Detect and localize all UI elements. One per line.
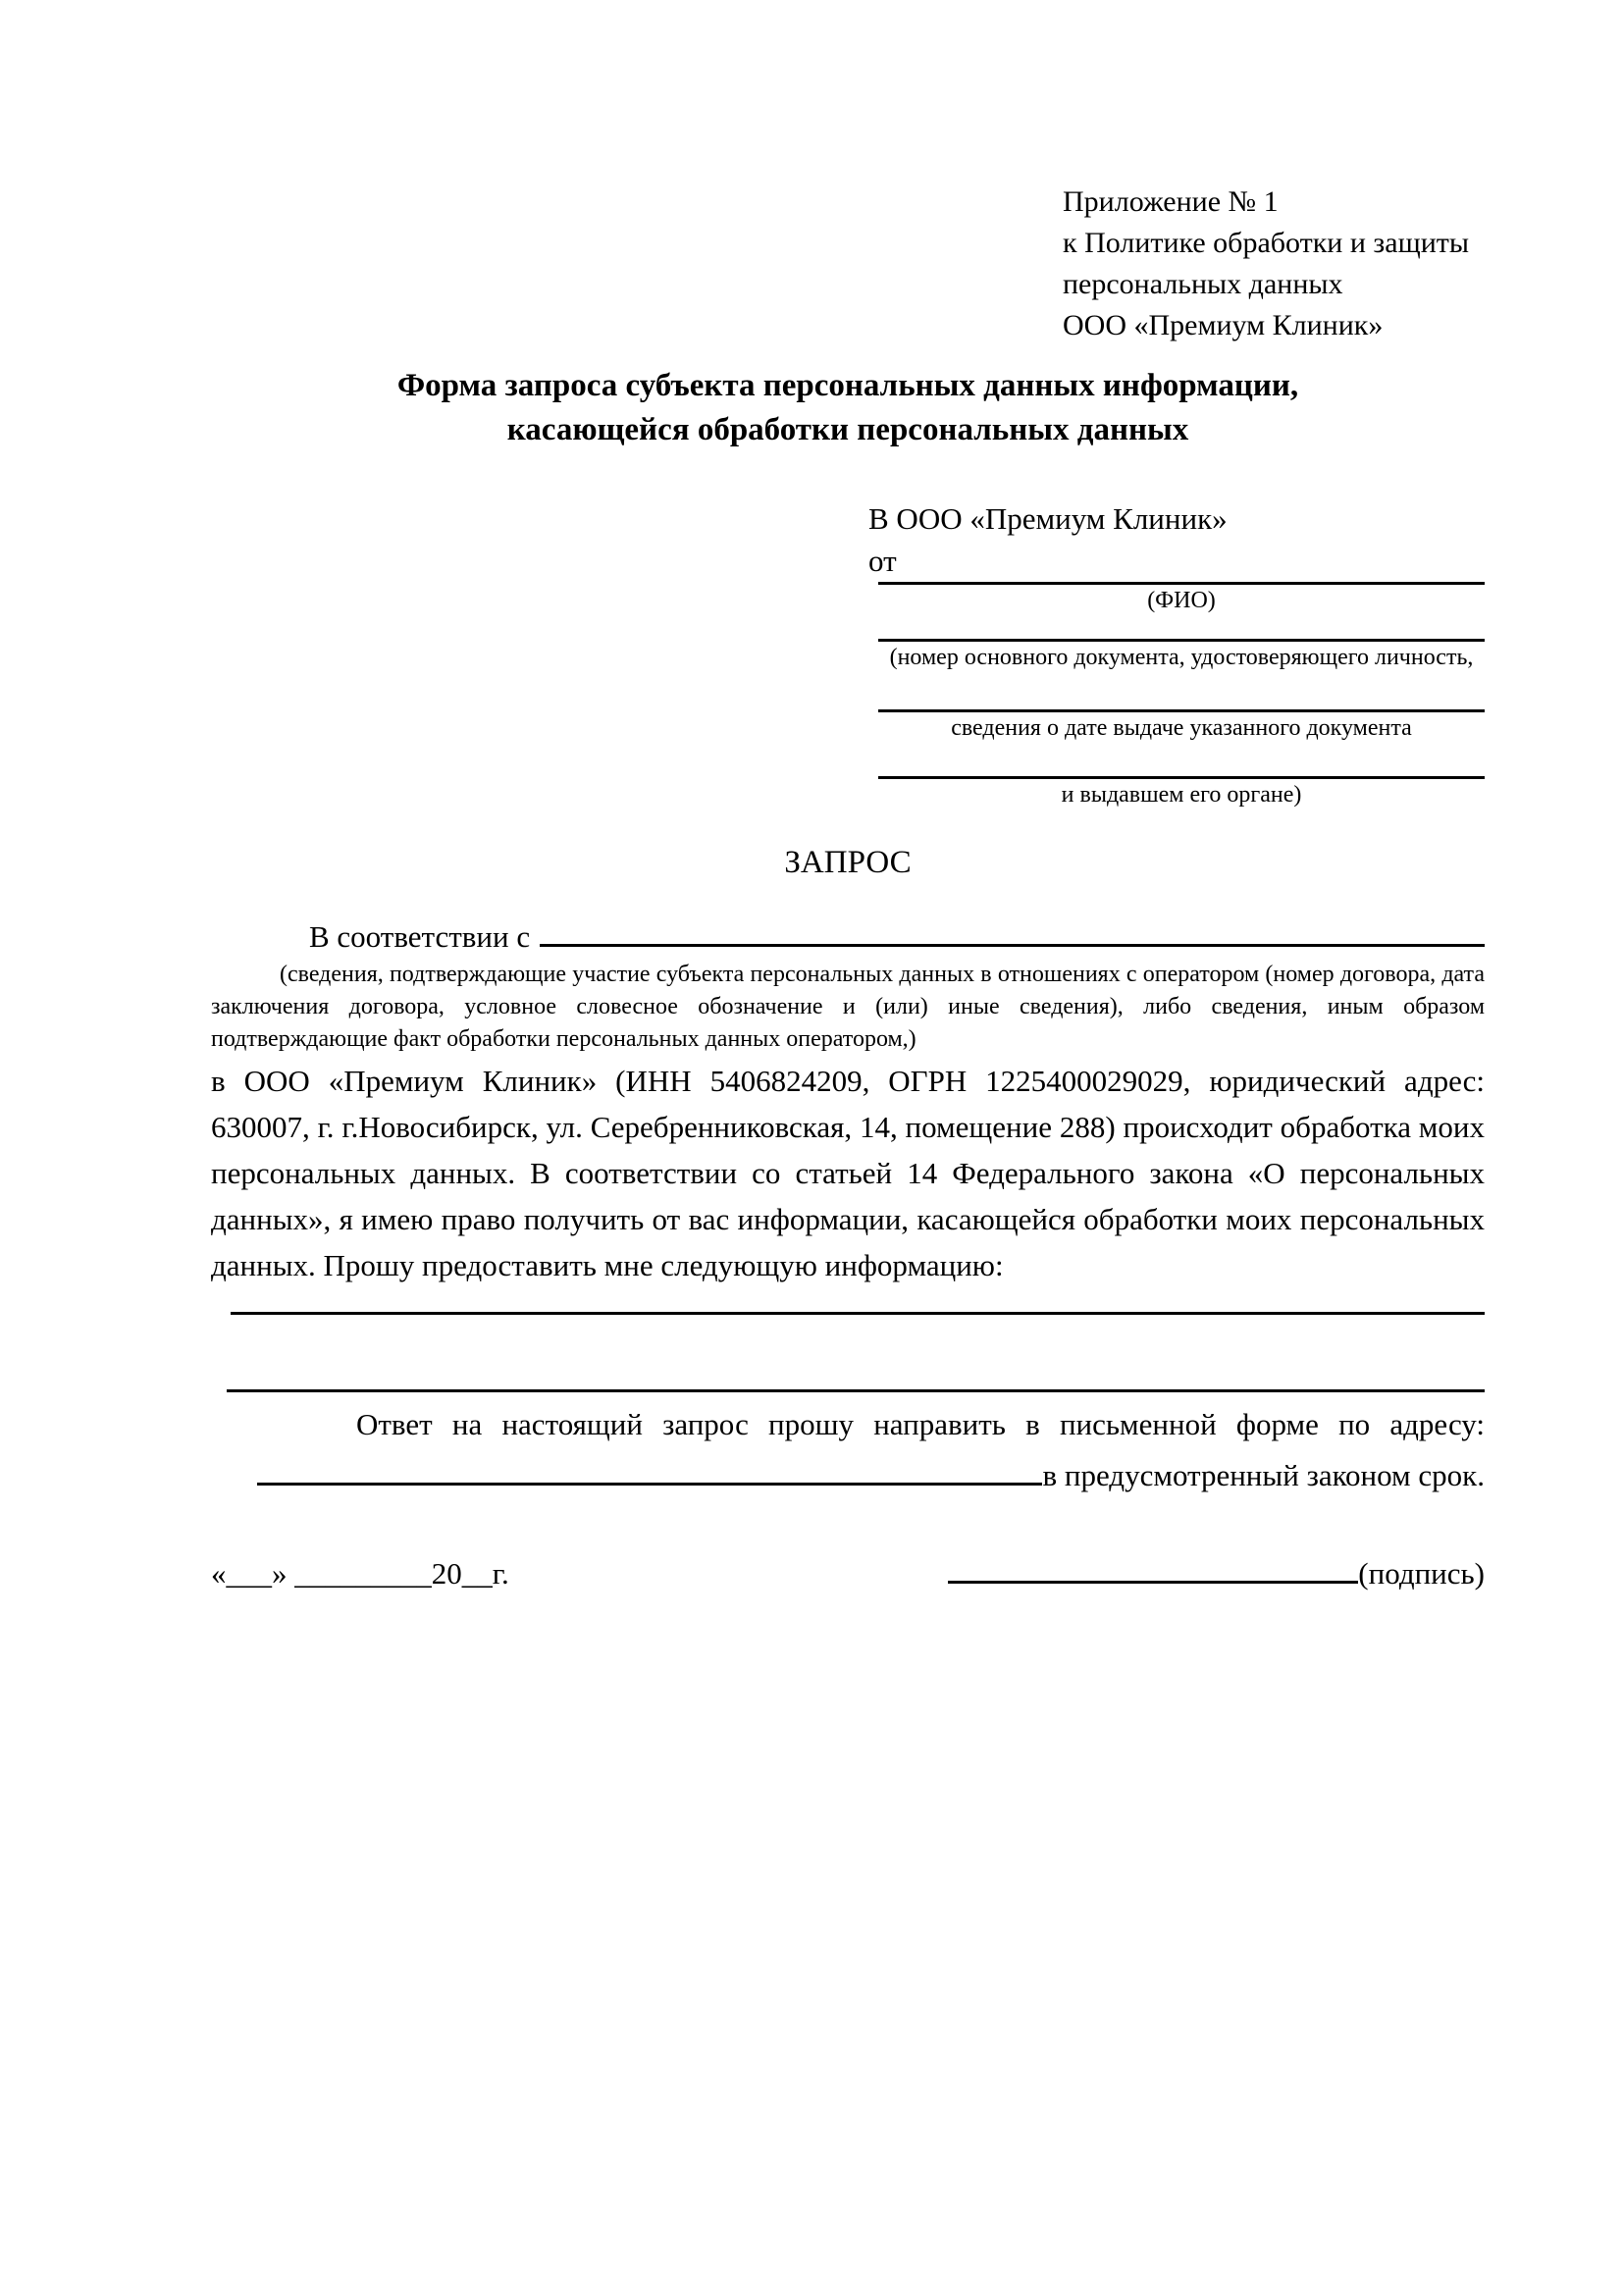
address-blank-line <box>257 1447 1042 1486</box>
addressee-from: от <box>868 544 897 578</box>
address-row <box>211 1447 1485 1498</box>
document-title <box>211 364 1485 452</box>
form-fields <box>878 582 1485 811</box>
appendix-line: к Политике обработки и защиты <box>1063 227 1470 259</box>
intro-blank-line <box>540 911 1485 947</box>
intro-prefix: В соответствии с <box>309 919 531 955</box>
document-title-line2: касающейся обработки персональных данных <box>506 412 1189 447</box>
date-blank-text: «___» _________20__г. <box>211 1556 509 1592</box>
info-blank-line-2 <box>227 1389 1485 1392</box>
footnote-text: (сведения, подтверждающие участие субъекта персональных данных в отношениях с оператором (номер договора, дата заключения договора, условное словесное обозначение и (или) иные сведения), либо сведения, иным образом подтверждающие факт обработки персональных данных оператором,) <box>211 962 1485 1053</box>
request-body: в ООО «Премиум Клиник» (ИНН 5406824209, ОГРН 1225400029029, юридический адрес: 630007, г. г.Новосибирск, ул. Серебренниковская, 14, помещение 288) происходит обработка моих персональных данных. В соответствии со статьей 14 Федерального закона «О персональных данных», я имею право получить от вас информации, касающейся обработки моих персональных данных. Прошу предоставить мне следующую информацию: <box>211 1064 1485 1283</box>
reply-request-text: Ответ на настоящий запрос прошу направить в письменной форме по адресу: <box>356 1407 1485 1442</box>
appendix-line: Приложение № 1 <box>1063 185 1279 218</box>
request-heading: ЗАПРОС <box>784 845 912 880</box>
reply-suffix-text: в предусмотренный законом срок. <box>1042 1458 1485 1493</box>
document-number-caption: (номер основного документа, удостоверяющего личность, <box>889 645 1474 670</box>
fio-caption: (ФИО) <box>1147 588 1216 613</box>
document-title-line1: Форма запроса субъекта персональных данных информации, <box>396 368 1299 403</box>
issue-date-caption: сведения о дате выдаче указанного документа <box>951 715 1412 741</box>
appendix-line: ООО «Премиум Клиник» <box>1063 309 1384 341</box>
issuing-authority-caption: и выдавшем его органе) <box>1061 782 1302 808</box>
appendix-line: персональных данных <box>1063 268 1343 300</box>
addressee-to: В ООО «Премиум Клиник» <box>868 501 1228 536</box>
signature-area <box>948 1545 1485 1596</box>
signature-caption: (подпись) <box>1358 1556 1485 1592</box>
appendix-block <box>1063 182 1485 346</box>
addressee-block <box>868 497 1485 582</box>
signature-row <box>211 1545 1485 1596</box>
intro-row <box>211 911 1485 959</box>
info-blank-line-1 <box>231 1312 1485 1315</box>
signature-blank-line <box>948 1545 1358 1584</box>
